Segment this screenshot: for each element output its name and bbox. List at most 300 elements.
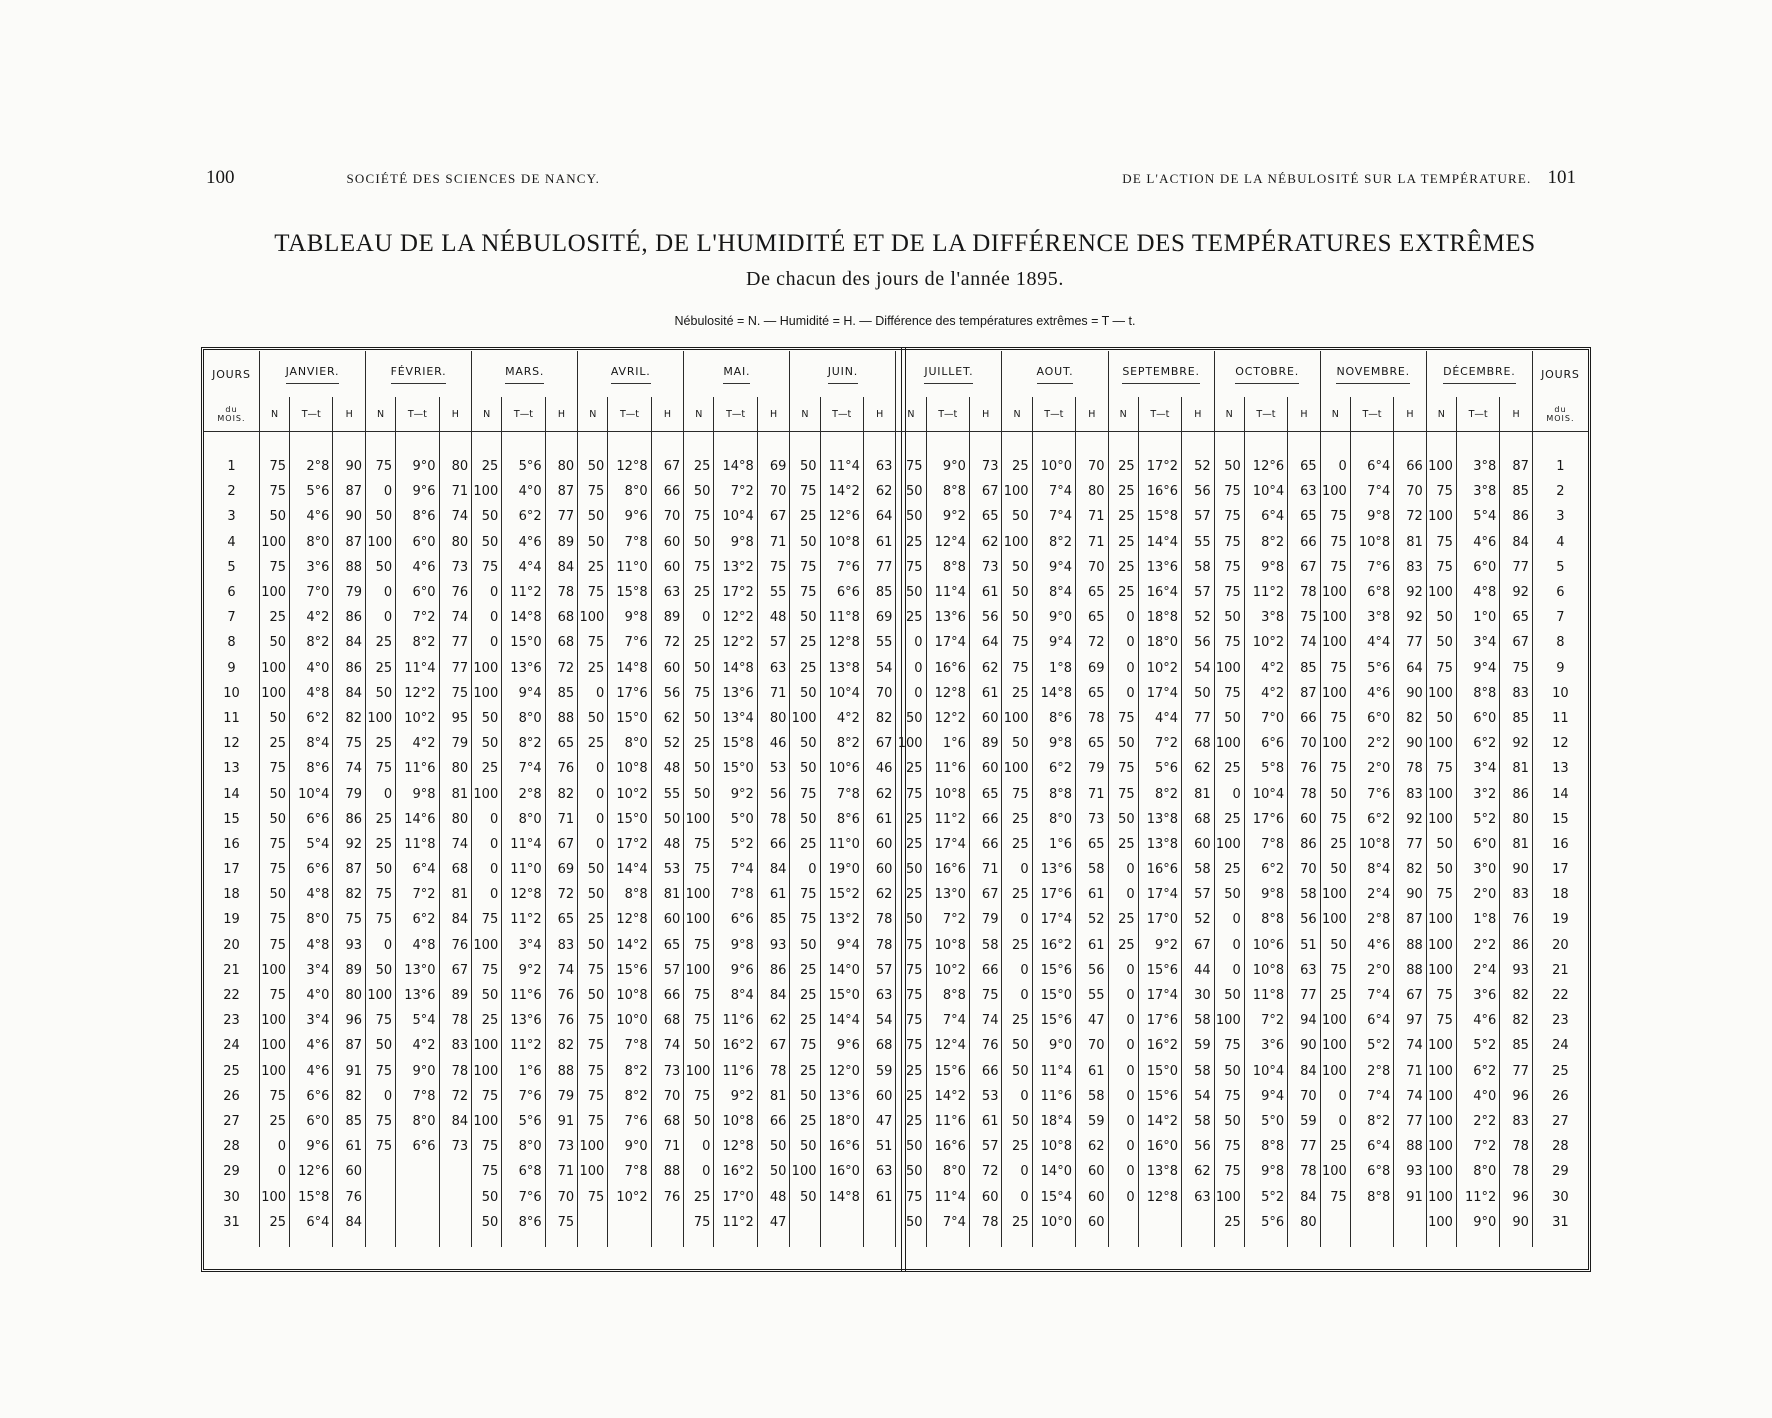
cell-h (439, 1210, 472, 1235)
cell-t: 5°6 (502, 1109, 545, 1134)
spacer-cell (1350, 432, 1393, 455)
cell-t: 12°6 (290, 1159, 333, 1184)
cell-n: 75 (259, 555, 289, 580)
cell-t: 8°0 (926, 1159, 969, 1184)
cell-h: 60 (969, 706, 1002, 731)
table-row (204, 907, 1588, 932)
cell-n: 0 (1108, 656, 1138, 681)
cell-n: 25 (896, 832, 926, 857)
cell-t: 15°6 (1032, 1008, 1075, 1033)
cell-t: 8°0 (1456, 1159, 1499, 1184)
cell-h: 71 (1075, 504, 1108, 529)
cell-h: 54 (1182, 656, 1215, 681)
cell-t: 7°8 (1244, 832, 1287, 857)
cell-h: 72 (1394, 504, 1427, 529)
padding-cell (366, 1235, 396, 1247)
cell-h: 80 (757, 706, 790, 731)
cell-t: 6°4 (1350, 1008, 1393, 1033)
day-number-right: 22 (1552, 988, 1569, 1004)
cell-t: 5°2 (1456, 807, 1499, 832)
padding-cell (684, 1235, 714, 1247)
cell-h: 75 (439, 681, 472, 706)
cell-n: 75 (1002, 781, 1032, 806)
padding-cell (757, 1235, 790, 1247)
cell-h: 57 (863, 958, 896, 983)
cell-t: 13°6 (820, 1084, 863, 1109)
col-t-header: T—t (1350, 397, 1393, 432)
jours-du-left: du (225, 405, 238, 414)
cell-t: 7°0 (1244, 706, 1287, 731)
month-name: NOVEMBRE. (1336, 365, 1410, 384)
cell-h: 89 (333, 958, 366, 983)
cell-n: 25 (684, 731, 714, 756)
cell-t: 16°6 (926, 1134, 969, 1159)
cell-n: 100 (1320, 1059, 1350, 1084)
cell-t: 17°2 (1138, 454, 1181, 479)
cell-t: 4°6 (1350, 681, 1393, 706)
table-row (204, 832, 1588, 857)
cell-h: 58 (1182, 555, 1215, 580)
cell-h: 96 (1500, 1084, 1533, 1109)
cell-h: 75 (757, 555, 790, 580)
cell-h: 90 (1500, 1210, 1533, 1235)
cell-t: 8°4 (1032, 580, 1075, 605)
cell-t: 15°0 (502, 630, 545, 655)
cell-h: 67 (439, 958, 472, 983)
cell-n: 50 (578, 530, 608, 555)
cell-h: 60 (1075, 1184, 1108, 1209)
cell-h: 81 (1500, 832, 1533, 857)
cell-t: 8°6 (290, 756, 333, 781)
cell-h: 58 (1288, 882, 1321, 907)
cell-h: 68 (863, 1033, 896, 1058)
cell-n: 25 (366, 630, 396, 655)
cell-h: 70 (1288, 731, 1321, 756)
cell-t: 7°4 (1350, 479, 1393, 504)
cell-h: 71 (969, 857, 1002, 882)
col-n-header: N (1108, 397, 1138, 432)
cell-h: 87 (333, 857, 366, 882)
cell-h: 58 (1075, 1084, 1108, 1109)
cell-t: 6°6 (714, 907, 757, 932)
cell-n: 75 (684, 681, 714, 706)
cell-h: 62 (863, 479, 896, 504)
nebulosity-table (204, 351, 1588, 1247)
cell-t: 6°0 (290, 1109, 333, 1134)
cell-n: 25 (1320, 1134, 1350, 1159)
cell-n: 0 (1108, 630, 1138, 655)
cell-h: 63 (1288, 958, 1321, 983)
cell-h: 79 (333, 580, 366, 605)
cell-t: 11°6 (926, 756, 969, 781)
cell-h: 90 (1394, 681, 1427, 706)
cell-t: 7°8 (608, 530, 651, 555)
cell-h: 55 (1075, 983, 1108, 1008)
cell-h: 89 (969, 731, 1002, 756)
cell-h: 73 (651, 1059, 684, 1084)
cell-h: 70 (1288, 857, 1321, 882)
cell-n: 75 (684, 933, 714, 958)
cell-n: 75 (578, 1084, 608, 1109)
cell-h: 60 (333, 1159, 366, 1184)
cell-n: 50 (1002, 555, 1032, 580)
cell-n: 50 (472, 504, 502, 529)
padding-cell (1426, 1235, 1456, 1247)
cell-n: 100 (472, 1059, 502, 1084)
cell-t: 8°0 (396, 1109, 439, 1134)
cell-h: 61 (1075, 882, 1108, 907)
cell-h: 52 (1182, 907, 1215, 932)
cell-n: 50 (896, 857, 926, 882)
day-number-left: 4 (204, 530, 259, 555)
cell-h: 78 (439, 1059, 472, 1084)
cell-h: 84 (757, 857, 790, 882)
cell-t: 8°4 (290, 731, 333, 756)
cell-h: 77 (1500, 555, 1533, 580)
cell-n: 0 (1108, 857, 1138, 882)
cell-t: 4°2 (820, 706, 863, 731)
cell-h: 65 (1075, 605, 1108, 630)
day-number-left: 11 (204, 706, 259, 731)
cell-n: 0 (1214, 781, 1244, 806)
cell-t: 17°4 (926, 832, 969, 857)
cell-t: 6°4 (1244, 504, 1287, 529)
table-row (204, 1033, 1588, 1058)
cell-n: 75 (472, 1134, 502, 1159)
cell-h: 92 (1394, 580, 1427, 605)
spacer-cell (1108, 432, 1138, 455)
cell-n: 75 (472, 958, 502, 983)
cell-t: 11°4 (396, 656, 439, 681)
cell-n: 0 (1002, 1159, 1032, 1184)
cell-n: 75 (1320, 504, 1350, 529)
month-name: DÉCEMBRE. (1443, 365, 1515, 384)
col-n-header: N (790, 397, 820, 432)
cell-h: 68 (545, 630, 578, 655)
cell-n: 100 (259, 656, 289, 681)
cell-h: 62 (757, 1008, 790, 1033)
cell-h (651, 1210, 684, 1235)
cell-t: 12°2 (926, 706, 969, 731)
cell-h: 55 (863, 630, 896, 655)
cell-n: 50 (896, 1210, 926, 1235)
cell-t: 15°6 (608, 958, 651, 983)
padding-cell (820, 1235, 863, 1247)
cell-h: 76 (651, 1184, 684, 1209)
cell-h: 62 (863, 882, 896, 907)
cell-h: 87 (333, 479, 366, 504)
cell-h: 77 (439, 656, 472, 681)
cell-n: 100 (472, 781, 502, 806)
cell-n: 25 (366, 807, 396, 832)
cell-t: 11°4 (926, 580, 969, 605)
spacer-cell (1075, 432, 1108, 455)
cell-h: 78 (1500, 1159, 1533, 1184)
table-legend: Nébulosité = N. — Humidité = H. — Différence des températures extrêmes = T — t. (674, 314, 1136, 328)
cell-t: 7°8 (396, 1084, 439, 1109)
cell-h: 71 (545, 1159, 578, 1184)
cell-n: 0 (1002, 907, 1032, 932)
cell-t: 7°2 (1456, 1134, 1499, 1159)
table-row (204, 630, 1588, 655)
cell-n: 50 (578, 983, 608, 1008)
cell-n: 50 (790, 807, 820, 832)
cell-t: 5°4 (1456, 504, 1499, 529)
cell-t: 2°2 (1350, 731, 1393, 756)
cell-t: 11°0 (608, 555, 651, 580)
cell-n: 50 (1426, 706, 1456, 731)
padding-cell (396, 1235, 439, 1247)
day-number-left: 9 (204, 656, 259, 681)
cell-t: 10°8 (608, 983, 651, 1008)
cell-t (608, 1210, 651, 1235)
cell-n: 75 (259, 832, 289, 857)
cell-t: 9°8 (1244, 555, 1287, 580)
page-number-left: 100 (206, 167, 235, 188)
cell-t: 6°8 (502, 1159, 545, 1184)
cell-h: 86 (1500, 781, 1533, 806)
cell-h: 67 (863, 731, 896, 756)
cell-t: 6°4 (290, 1210, 333, 1235)
cell-n: 25 (684, 454, 714, 479)
cell-t: 11°8 (820, 605, 863, 630)
cell-t: 6°0 (1350, 706, 1393, 731)
cell-t: 16°6 (926, 656, 969, 681)
day-number-left: 31 (204, 1210, 259, 1235)
cell-n: 100 (790, 1159, 820, 1184)
cell-t: 6°0 (396, 580, 439, 605)
day-number-right: 6 (1556, 585, 1565, 601)
cell-t: 8°8 (1244, 907, 1287, 932)
cell-n: 0 (472, 580, 502, 605)
cell-n: 50 (259, 882, 289, 907)
cell-n: 75 (578, 1008, 608, 1033)
month-name: JANVIER. (286, 365, 340, 384)
spacer-cell (896, 432, 926, 455)
cell-n: 50 (1214, 605, 1244, 630)
cell-n: 50 (1214, 1059, 1244, 1084)
cell-n: 75 (1426, 555, 1456, 580)
cell-t: 8°8 (1244, 1134, 1287, 1159)
cell-t: 8°2 (608, 1059, 651, 1084)
cell-t: 10°0 (1032, 454, 1075, 479)
day-number-left: 12 (204, 731, 259, 756)
cell-h: 73 (439, 1134, 472, 1159)
cell-t: 13°6 (502, 1008, 545, 1033)
cell-t: 2°8 (1350, 1059, 1393, 1084)
cell-n: 75 (578, 479, 608, 504)
cell-n: 50 (790, 1084, 820, 1109)
cell-h: 82 (545, 781, 578, 806)
cell-n: 100 (1426, 907, 1456, 932)
cell-t: 7°4 (502, 756, 545, 781)
cell-h: 85 (545, 681, 578, 706)
cell-t: 3°2 (1456, 781, 1499, 806)
cell-h: 74 (333, 756, 366, 781)
cell-h: 61 (1075, 1059, 1108, 1084)
cell-n: 75 (1426, 530, 1456, 555)
cell-h: 63 (863, 454, 896, 479)
cell-t: 10°2 (1138, 656, 1181, 681)
cell-t: 12°4 (926, 1033, 969, 1058)
cell-t: 15°8 (608, 580, 651, 605)
cell-h: 78 (969, 1210, 1002, 1235)
cell-t: 11°4 (926, 1184, 969, 1209)
cell-h: 77 (439, 630, 472, 655)
cell-t: 12°8 (608, 907, 651, 932)
cell-h: 52 (1182, 605, 1215, 630)
cell-h: 95 (439, 706, 472, 731)
cell-n: 100 (259, 958, 289, 983)
cell-n: 25 (896, 807, 926, 832)
cell-n: 75 (790, 479, 820, 504)
cell-t: 14°8 (502, 605, 545, 630)
cell-t: 8°8 (926, 555, 969, 580)
spacer-cell (472, 432, 502, 455)
cell-n: 100 (259, 580, 289, 605)
cell-t: 11°6 (926, 1109, 969, 1134)
cell-t: 13°6 (714, 681, 757, 706)
cell-t: 11°6 (396, 756, 439, 781)
cell-h: 61 (969, 681, 1002, 706)
cell-n: 50 (790, 605, 820, 630)
cell-h: 80 (439, 454, 472, 479)
cell-t: 15°4 (1032, 1184, 1075, 1209)
cell-h: 79 (439, 731, 472, 756)
cell-h: 56 (651, 681, 684, 706)
cell-t: 3°8 (1456, 479, 1499, 504)
cell-h: 50 (757, 1159, 790, 1184)
spacer-cell (290, 432, 333, 455)
cell-n: 75 (1320, 958, 1350, 983)
cell-n: 75 (1320, 555, 1350, 580)
cell-h: 63 (651, 580, 684, 605)
cell-t: 9°4 (1456, 656, 1499, 681)
table-row (204, 1008, 1588, 1033)
cell-h: 62 (863, 781, 896, 806)
cell-h: 70 (1075, 1033, 1108, 1058)
col-h-header: H (1075, 397, 1108, 432)
cell-h: 47 (863, 1109, 896, 1134)
table-title: TABLEAU DE LA NÉBULOSITÉ, DE L'HUMIDITÉ ET DE LA DIFFÉRENCE DES TEMPÉRATURES EXTRÊMES (274, 230, 1536, 257)
cell-n: 50 (366, 681, 396, 706)
cell-n: 25 (790, 504, 820, 529)
table-row (204, 933, 1588, 958)
cell-t: 10°4 (1244, 781, 1287, 806)
cell-n: 50 (1002, 605, 1032, 630)
cell-t: 6°2 (1350, 807, 1393, 832)
cell-h: 75 (969, 983, 1002, 1008)
cell-h: 82 (1500, 1008, 1533, 1033)
cell-t: 7°4 (1350, 1084, 1393, 1109)
cell-n: 75 (1426, 882, 1456, 907)
cell-t: 15°0 (608, 807, 651, 832)
cell-t: 6°0 (1456, 832, 1499, 857)
cell-n: 25 (1108, 504, 1138, 529)
cell-t: 13°0 (396, 958, 439, 983)
cell-h: 60 (969, 756, 1002, 781)
cell-n: 50 (1214, 454, 1244, 479)
month-header (578, 351, 684, 397)
cell-n: 0 (259, 1134, 289, 1159)
cell-h: 60 (651, 530, 684, 555)
day-number-left: 5 (204, 555, 259, 580)
cell-h: 52 (1182, 454, 1215, 479)
cell-t: 14°0 (1032, 1159, 1075, 1184)
cell-h: 59 (1182, 1033, 1215, 1058)
cell-h: 81 (1500, 756, 1533, 781)
cell-t: 9°4 (1032, 555, 1075, 580)
cell-h: 65 (545, 731, 578, 756)
jours-label-right: JOURS (1541, 367, 1580, 381)
cell-t: 9°2 (926, 504, 969, 529)
cell-h (863, 1210, 896, 1235)
cell-t: 4°6 (1456, 530, 1499, 555)
cell-n: 50 (578, 933, 608, 958)
table-row (204, 882, 1588, 907)
cell-t: 6°2 (1032, 756, 1075, 781)
cell-h: 84 (333, 1210, 366, 1235)
cell-n: 50 (578, 706, 608, 731)
table-row (204, 706, 1588, 731)
cell-n: 100 (1426, 1033, 1456, 1058)
cell-n: 25 (1108, 907, 1138, 932)
col-n-header: N (259, 397, 289, 432)
cell-t: 3°4 (290, 1008, 333, 1033)
cell-t: 4°2 (396, 731, 439, 756)
spacer-cell (439, 432, 472, 455)
cell-n: 0 (1108, 1184, 1138, 1209)
cell-n: 25 (578, 555, 608, 580)
cell-h (1394, 1210, 1427, 1235)
cell-h: 85 (1500, 706, 1533, 731)
cell-t: 3°6 (1244, 1033, 1287, 1058)
cell-n: 75 (684, 1008, 714, 1033)
cell-h: 85 (1500, 1033, 1533, 1058)
cell-n: 75 (259, 983, 289, 1008)
cell-h: 60 (651, 907, 684, 932)
col-h-header: H (863, 397, 896, 432)
cell-h (439, 1184, 472, 1209)
cell-n: 25 (259, 605, 289, 630)
spacer-cell (1532, 432, 1588, 455)
cell-t: 11°8 (1244, 983, 1287, 1008)
spacer-cell (204, 432, 259, 455)
cell-n: 100 (1320, 681, 1350, 706)
cell-n: 25 (896, 605, 926, 630)
cell-n: 50 (366, 555, 396, 580)
cell-t: 9°4 (502, 681, 545, 706)
running-header-left (206, 167, 600, 189)
table-row (204, 1210, 1588, 1235)
cell-h: 67 (969, 882, 1002, 907)
cell-n: 100 (1002, 756, 1032, 781)
cell-n: 0 (578, 832, 608, 857)
spacer-cell (1244, 432, 1287, 455)
cell-t: 17°0 (714, 1184, 757, 1209)
col-t-header: T—t (396, 397, 439, 432)
cell-t: 16°2 (714, 1033, 757, 1058)
cell-t: 2°4 (1456, 958, 1499, 983)
table-row (204, 1184, 1588, 1209)
cell-h: 71 (1075, 530, 1108, 555)
cell-h: 83 (1394, 555, 1427, 580)
cell-n: 75 (259, 756, 289, 781)
cell-t: 13°2 (714, 555, 757, 580)
cell-h: 88 (1394, 958, 1427, 983)
cell-h: 65 (1075, 731, 1108, 756)
cell-n: 25 (1214, 857, 1244, 882)
